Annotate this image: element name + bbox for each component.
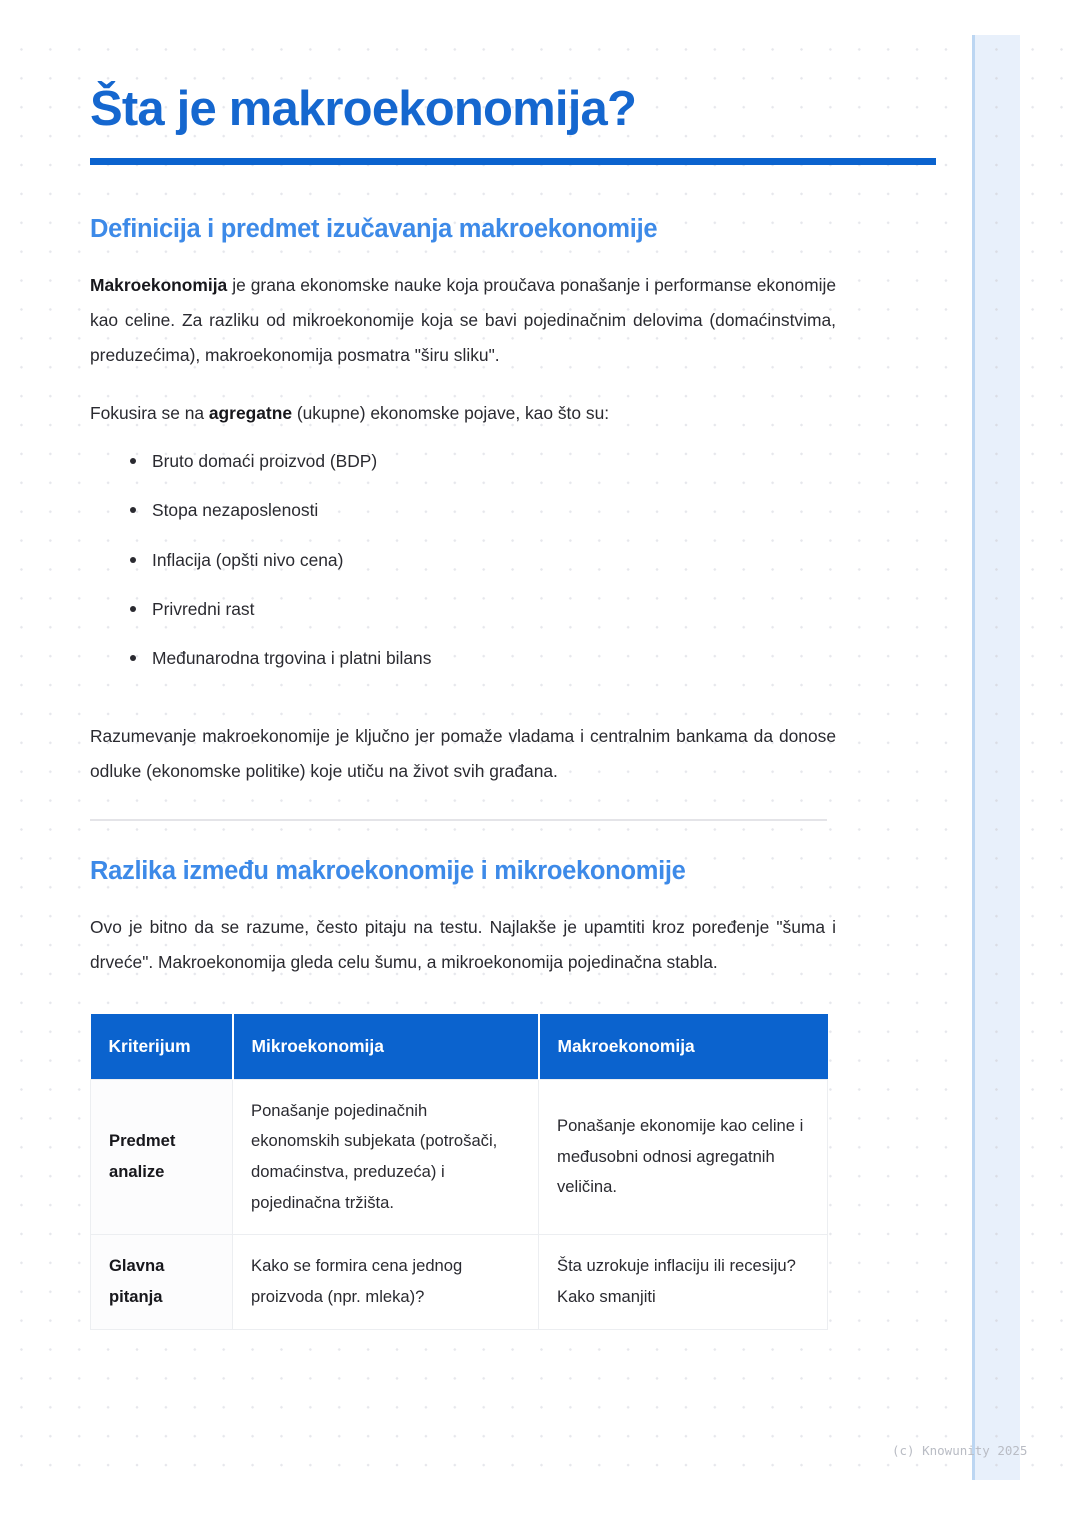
bold-term-makroekonomija: Makroekonomija bbox=[90, 274, 228, 295]
paragraph-definicija bbox=[90, 244, 836, 372]
page-title: Šta je makroekonomija? bbox=[90, 82, 637, 136]
section-heading-definicija: Definicija i predmet izučavanja makroekonomije bbox=[90, 214, 658, 243]
table-cell-macro: Šta uzrokuje inflaciju ili recesiju? Kako smanjiti bbox=[539, 1235, 828, 1329]
list-item: Bruto domaći proizvod (BDP) bbox=[128, 449, 836, 498]
paragraph-definicija-rest: je grana ekonomske nauke koja proučava ponašanje i performanse ekonomije kao celine. Za razliku od mikroekonomije koja se bavi pojedinačnim delovima (domaćinstvima, preduzećima), makroekonomija posmatra "širu sliku". bbox=[90, 274, 836, 365]
paragraph-fokusira bbox=[90, 372, 836, 431]
table-cell-criterion: Glavna pitanja bbox=[91, 1235, 233, 1329]
table-cell-macro: Ponašanje ekonomije kao celine i međusobni odnosi agregatnih veličina. bbox=[539, 1079, 828, 1235]
title-underline-rule bbox=[90, 158, 936, 165]
document-content bbox=[90, 35, 836, 1330]
right-decorative-strip bbox=[972, 35, 1020, 1480]
list-item: Stopa nezaposlenosti bbox=[128, 498, 836, 547]
table-row bbox=[91, 1079, 828, 1235]
table-header-row bbox=[91, 1014, 828, 1080]
document-page bbox=[0, 35, 1080, 1480]
paragraph-fokusira-post: (ukupne) ekonomske pojave, kao što su: bbox=[292, 403, 610, 424]
list-item: Inflacija (opšti nivo cena) bbox=[128, 548, 836, 597]
copyright-watermark: (c) Knowunity 2025 bbox=[892, 1443, 1028, 1458]
table-cell-micro: Ponašanje pojedinačnih ekonomskih subjekata (potrošači, domaćinstva, preduzeća) i pojedinačna tržišta. bbox=[233, 1079, 539, 1235]
table-cell-micro: Kako se formira cena jednog proizvoda (npr. mleka)? bbox=[233, 1235, 539, 1329]
paragraph-razumevanje: Razumevanje makroekonomije je ključno jer pomaže vladama i centralnim bankama da donose odluke (ekonomske politike) koje utiču na život svih građana. bbox=[90, 726, 836, 782]
table-header-makroekonomija: Makroekonomija bbox=[539, 1014, 828, 1080]
paragraph-fokusira-pre: Fokusira se na bbox=[90, 403, 209, 424]
bold-term-agregatne: agregatne bbox=[208, 403, 293, 424]
comparison-table bbox=[90, 1014, 828, 1330]
section-heading-razlika: Razlika između makroekonomije i mikroekonomije bbox=[90, 856, 686, 885]
aggregate-phenomena-list bbox=[90, 431, 836, 695]
list-item: Međunarodna trgovina i platni bilans bbox=[128, 646, 836, 695]
table-cell-criterion: Predmet analize bbox=[91, 1079, 233, 1235]
table-header-mikroekonomija: Mikroekonomija bbox=[233, 1014, 539, 1080]
paragraph-razlika-intro: Ovo je bitno da se razume, često pitaju na testu. Najlakše je upamtiti kroz poređenje "šuma i drveće". Makroekonomija gleda celu šumu, a mikroekonomija pojedinačna stabla. bbox=[90, 916, 836, 972]
table-row bbox=[91, 1235, 828, 1329]
list-item: Privredni rast bbox=[128, 597, 836, 646]
table-header-kriterijum: Kriterijum bbox=[91, 1014, 233, 1080]
